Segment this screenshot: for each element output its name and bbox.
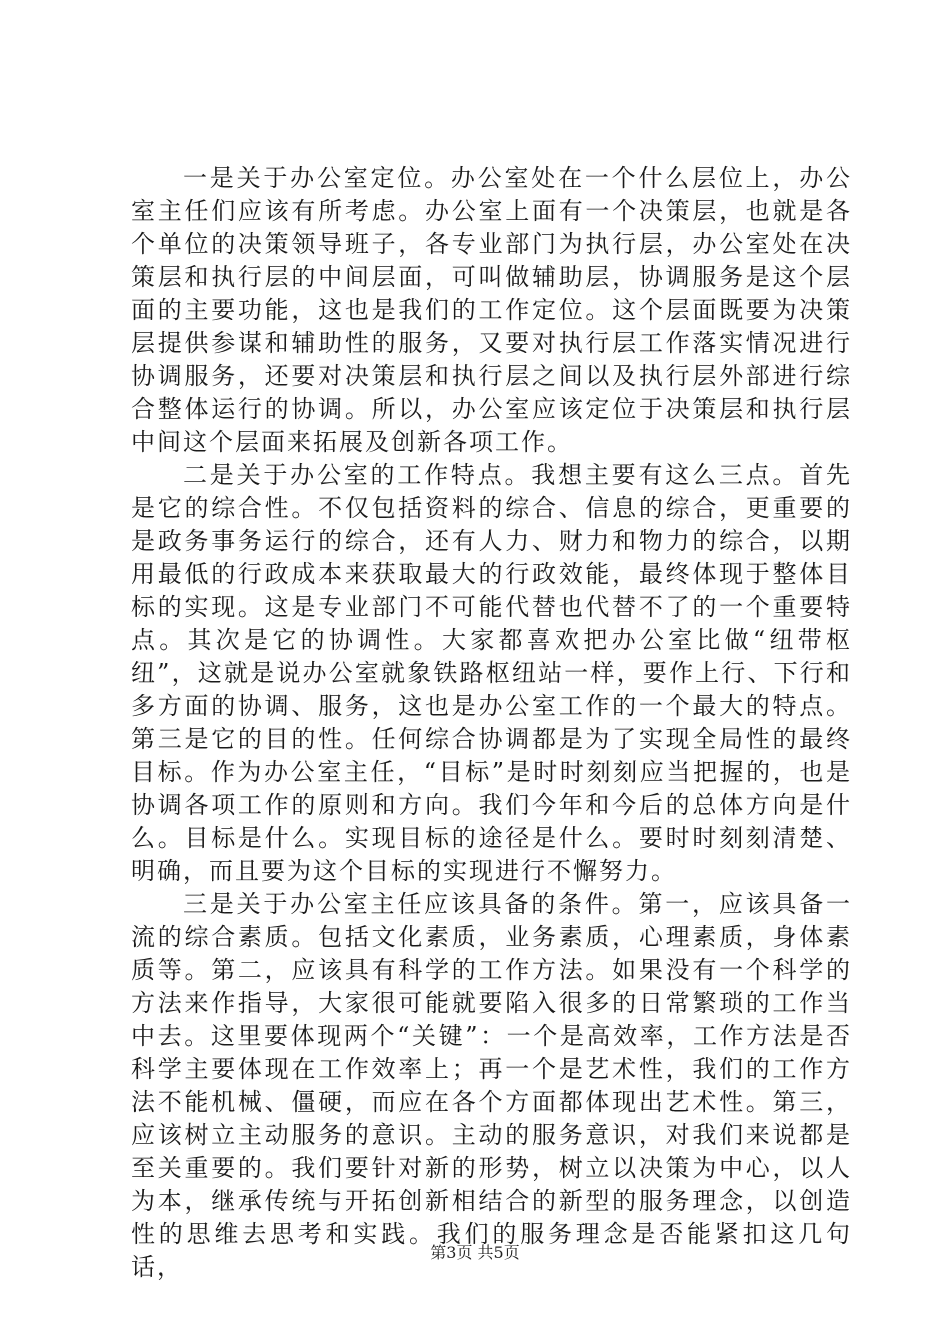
document-body	[131, 162, 852, 1284]
paragraph-director-requirements: 三是关于办公室主任应该具备的条件。第一，应该具备一流的综合素质。包括文化素质，业务素质，心理素质，身体素质等。第二，应该具有科学的工作方法。如果没有一个科学的方法来作指导，大家很可能就要陷入很多的日常繁琐的工作当中去。这里要体现两个“关键”：一个是高效率，工作方法是否科学主要体现在工作效率上；再一个是艺术性，我们的工作方法不能机械、僵硬，而应在各个方面都体现出艺术性。第三，应该树立主动服务的意识。主动的服务意识，对我们来说都是至关重要的。我们要针对新的形势，树立以决策为中心，以人为本，继承传统与开拓创新相结合的新型的服务理念，以创造性的思维去思考和实践。我们的服务理念是否能紧扣这几句话，	[131, 890, 852, 1281]
paragraph-work-characteristics: 二是关于办公室的工作特点。我想主要有这么三点。首先是它的综合性。不仅包括资料的综合、信息的综合，更重要的是政务事务运行的综合，还有人力、财力和物力的综合，以期用最低的行政成本来获取最大的行政效能，最终体现于整体目标的实现。这是专业部门不可能代替也代替不了的一个重要特点。其次是它的协调性。大家都喜欢把办公室比做“纽带枢纽”，这就是说办公室就象铁路枢纽站一样，要作上行、下行和多方面的协调、服务，这也是办公室工作的一个最大的特点。第三是它的目的性。任何综合协调都是为了实现全局性的最终目标。作为办公室主任，“目标”是时时刻刻应当把握的，也是协调各项工作的原则和方向。我们今年和今后的总体方向是什么。目标是什么。实现目标的途径是什么。要时时刻刻清楚、明确，而且要为这个目标的实现进行不懈努力。	[131, 461, 852, 885]
paragraph-office-positioning: 一是关于办公室定位。办公室处在一个什么层位上，办公室主任们应该有所考虑。办公室上面有一个决策层，也就是各个单位的决策领导班子，各专业部门为执行层，办公室处在决策层和执行层的中间层面，可叫做辅助层，协调服务是这个层面的主要功能，这也是我们的工作定位。这个层面既要为决策层提供参谋和辅助性的服务，又要对执行层工作落实情况进行协调服务，还要对决策层和执行层之间以及执行层外部进行综合整体运行的协调。所以，办公室应该定位于决策层和执行层中间这个层面来拓展及创新各项工作。	[131, 164, 852, 456]
page-number-footer: 第3页 共5页	[430, 1243, 520, 1262]
